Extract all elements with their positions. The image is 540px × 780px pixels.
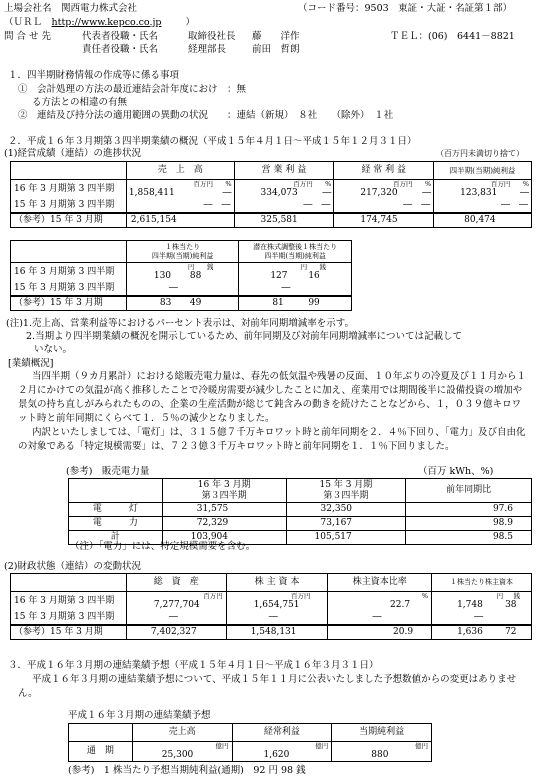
forecast-row-label: 通 期 — [69, 742, 133, 762]
ps-header-diluted-eps: 潜在株式調整後１株当たり 四半期(当期)純利益 — [239, 241, 352, 263]
power-label: (参考) 販売電力量 — [66, 466, 150, 477]
forecast-header-blank — [69, 724, 133, 742]
forecast-header-ordinary: 経常利益 — [232, 724, 332, 742]
power-power-ratio: 98.9 — [406, 517, 532, 531]
financial-position-table — [10, 573, 532, 640]
power-total-ratio: 98.5 — [406, 531, 532, 545]
forecast-table — [68, 723, 432, 762]
power-power-prior: 73,167 — [286, 517, 406, 531]
ps-row-label-current: 16 年 3 月期第 3 四半期 — [11, 263, 127, 283]
ps-eps-current: 円 銭 130 88 — [126, 263, 238, 283]
forecast-table-title: 平成１６年３月期の連結業績予想 — [68, 710, 211, 721]
contact-label: 問 合 せ 先 — [4, 31, 52, 42]
header-net-income: 四半期(当期)純利益 — [434, 162, 532, 180]
power-lighting-current: 31,575 — [162, 503, 286, 517]
ps-eps-prior: ― — [126, 282, 238, 296]
section2-sub2: (2)財政状態（連結）の変動状況 — [4, 561, 141, 572]
header-blank — [11, 162, 127, 180]
ps-diluted-fy: 81 99 — [239, 296, 352, 311]
fp-ratio-prior: ― — [328, 611, 432, 625]
note-2a: 2.当期より四半期業績の概況を開示しているため、前年同期及び対前年同期増減率については記載して — [26, 331, 462, 342]
overview-paragraph-2: 内訳といたしましては、「電灯」は、３１５億７千万キロワット時と前年同期を２．４％下回り、「電力」及び自由化の対象である「特定規模需要」は、７２３億３千万キロワット時と前年同期を１．１％下回りました。 — [18, 427, 526, 452]
telephone: ＴＥＬ：(06) 6441－8821 — [390, 31, 515, 42]
note-2b: いない。 — [34, 344, 73, 355]
fp-bps-current: 円 銭 1,748 38 — [432, 592, 532, 612]
power-note: （注）「電力」には、特定規模需要を含む。 — [70, 541, 256, 552]
forecast-sales: 億円 25,300 — [132, 742, 232, 762]
fp-header-equity: 株 主 資 本 — [226, 574, 328, 592]
cell-net-fy: 80,474 — [434, 213, 532, 228]
ps-eps-fy: 83 49 — [126, 296, 238, 311]
url-label: （ＵＲＬ — [4, 17, 52, 28]
fp-row-label-fy: （参考）15 年 3 月期 — [11, 625, 127, 640]
per-share-table — [10, 240, 352, 311]
unit-note: （百万円未満切り捨て） — [436, 149, 524, 158]
rep-title: 取締役社長 — [188, 31, 236, 42]
cell-ord-current: 百万円 % 217,320 ― — [334, 180, 434, 200]
fp-header-ratio: 株主資本比率 — [328, 574, 432, 592]
fp-bps-prior: ― — [432, 611, 532, 625]
cell-sales-current: 百万円 % 1,858,411 ― — [126, 180, 234, 200]
results-table — [10, 161, 532, 228]
power-power-current: 72,329 — [162, 517, 286, 531]
fp-equity-current: 百万円 1,654,751 — [226, 592, 328, 612]
cell-op-prior: ― ― — [234, 199, 334, 213]
header-ordinary-income: 経 常 利 益 — [334, 162, 434, 180]
fp-row-label-prior: 15 年 3 月期第 3 四半期 — [11, 611, 127, 625]
section3-text: 平成１６年３月期の連結業績予想について、平成１５年１１月に公表いたしました予想数値からの変更はありません。 — [18, 674, 517, 699]
fp-header-blank — [11, 574, 127, 592]
section2-sub1: (1)経営成績（連結）の進捗状況 — [4, 148, 141, 159]
section1-item1b: る方法との相違の有無 — [32, 97, 128, 108]
fp-bps-fy: 1,636 72 — [432, 625, 532, 640]
ps-header-eps: １株当たり 四半期(当期)純利益 — [126, 241, 238, 263]
power-lighting-ratio: 97.6 — [406, 503, 532, 517]
cell-op-current: 百万円 % 334,073 ― — [234, 180, 334, 200]
forecast-note: (参考) 1 株当たり予想当期純利益(通期) 92 円 98 銭 — [68, 765, 306, 776]
power-row-total: 計 — [69, 531, 163, 545]
section1-item2: ② 連結及び持分法の適用範囲の異動の状況 ：連結（新規） ８社 （除外） １社 — [18, 110, 394, 121]
cell-ord-fy: 174,745 — [334, 213, 434, 228]
power-sales-table — [68, 478, 532, 545]
fp-ratio-fy: 20.9 — [328, 625, 432, 640]
power-lighting-prior: 32,350 — [286, 503, 406, 517]
power-row-power: 電 力 — [69, 517, 163, 531]
ps-diluted-current: 円 銭 127 16 — [239, 263, 352, 283]
fp-equity-fy: 1,548,131 — [226, 625, 328, 640]
cell-op-fy: 325,581 — [234, 213, 334, 228]
resp-role: 責任者役職・氏名 — [82, 44, 159, 55]
fp-header-assets: 総 資 産 — [126, 574, 226, 592]
power-total-prior: 105,517 — [286, 531, 406, 545]
fp-ratio-current: % 22.7 — [328, 592, 432, 612]
section2-title: ２．平成１６年３月期第３四半期業績の概況（平成１５年４月１日～平成１５年１２月３１日） — [8, 136, 417, 147]
section1-title: １．四半期財務情報の作成等に係る事項 — [8, 70, 180, 81]
header-sales: 売 上 高 — [126, 162, 234, 180]
resp-name: 前田 哲朗 — [252, 44, 300, 55]
forecast-net: 億円 880 — [332, 742, 432, 762]
section1-item1a: ① 会計処理の方法の最近連結会計年度におけ ：無 — [18, 84, 247, 95]
cell-net-prior: ― ― — [434, 199, 532, 213]
cell-sales-fy: 2,615,154 — [126, 213, 234, 228]
fp-row-label-current: 16 年 3 月期第 3 四半期 — [11, 592, 127, 612]
ps-diluted-prior: ― — [239, 282, 352, 296]
rep-role: 代表者役職・氏名 — [82, 31, 159, 42]
cell-net-current: 百万円 % 123,831 ― — [434, 180, 532, 200]
row-label-prior: 15 年 3 月期第 3 四半期 — [11, 199, 127, 213]
fp-assets-fy: 7,402,327 — [126, 625, 226, 640]
overview-paragraph-1: 当四半期（９カ月累計）における総販売電力量は、春先の低気温や残暑の反面、１０年ぶりの冷夏及び１１月から１２月にかけての気温が高く推移したことで冷暖房需要が減少したことに加え、産業用では期間後半に設備投資の増加や景気の持ち直しがみられたものの、企業の生産活動が総じて鈍含みの動きを続けたことなどから、１，０３９億キロワット時と前年同期にくらべて１．５％の減少となりました。 — [18, 371, 527, 424]
url-line — [4, 17, 195, 29]
fp-equity-prior: ― — [226, 611, 328, 625]
note-1: (注)1.売上高、営業利益等におけるパーセント表示は、対前年同期増減率を示す。 — [6, 318, 355, 329]
power-total-current: 103,904 — [162, 531, 286, 545]
company-name: 上場会社名 関西電力株式会社 — [4, 3, 138, 14]
power-unit: （百万 kWh、%) — [418, 466, 494, 477]
rep-name: 藤 洋作 — [252, 31, 300, 42]
power-header-ratio: 前年同期比 — [406, 479, 532, 503]
ps-row-label-fy: （参考）15 年 3 月期 — [11, 296, 127, 311]
fp-assets-prior: ― — [126, 611, 226, 625]
section3-title: ３．平成１６年３月期の連結業績予想（平成１５年４月１日～平成１６年３月３１日） — [8, 660, 379, 671]
power-row-lighting: 電 灯 — [69, 503, 163, 517]
cell-ord-prior: ― ― — [334, 199, 434, 213]
overview-title: [業績概況] — [8, 358, 54, 369]
forecast-header-sales: 売上高 — [132, 724, 232, 742]
row-label-current: 16 年 3 月期第 3 四半期 — [11, 180, 127, 200]
ps-row-label-prior: 15 年 3 月期第 3 四半期 — [11, 282, 127, 296]
power-header-prior: 15 年 3 月期 第３四半期 — [286, 479, 406, 503]
fp-assets-current: 百万円 7,277,704 — [126, 592, 226, 612]
ps-header-blank — [11, 241, 127, 263]
fp-header-bps: １株当たり株主資本 — [432, 574, 532, 592]
company-url-link[interactable]: http://www.kepco.co.jp — [51, 17, 162, 28]
url-close: ） — [185, 17, 196, 28]
forecast-header-net: 当期純利益 — [332, 724, 432, 742]
power-header-current: 16 年 3 月期 第３四半期 — [162, 479, 286, 503]
resp-title: 経理部長 — [188, 44, 227, 55]
row-label-fy: （参考）15 年 3 月期 — [11, 213, 127, 228]
cell-sales-prior: ― ― — [126, 199, 234, 213]
code-number: （コード番号：9503 東証・大証・名証第１部） — [298, 3, 513, 14]
forecast-ordinary: 億円 1,620 — [232, 742, 332, 762]
power-header-blank — [69, 479, 163, 503]
header-operating-income: 営 業 利 益 — [234, 162, 334, 180]
